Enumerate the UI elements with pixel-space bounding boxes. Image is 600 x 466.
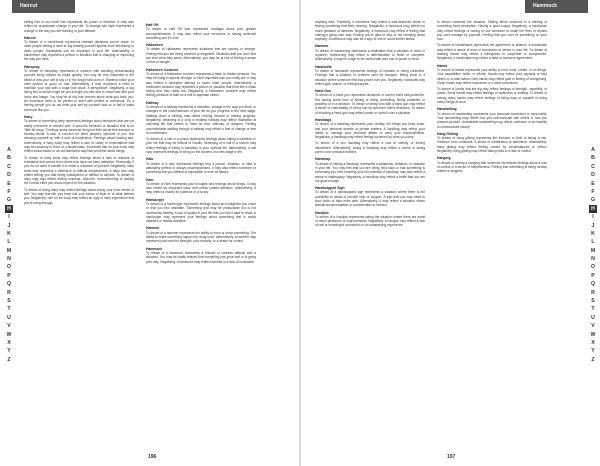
entry-headword: Hammock: [146, 246, 163, 251]
alphabet-letter: J: [591, 222, 595, 229]
alphabet-letter: M: [590, 247, 596, 254]
alphabet-letter: S: [591, 298, 595, 305]
alphabet-letter: G: [6, 197, 12, 204]
entry-headword: Hamburger: [146, 197, 165, 202]
alphabet-letter: B: [591, 155, 595, 162]
right-page-header: Hammock: [525, 0, 588, 13]
alphabet-letter: U: [591, 314, 595, 321]
entry-headword: Hairy: [24, 114, 33, 119]
right-alphabet-index: [589, 146, 597, 364]
entry-headword: Handbags: [315, 117, 332, 122]
alphabet-letter: F: [591, 188, 595, 195]
entry-headword: Handwriting: [437, 107, 457, 112]
entry-text: To dream of handshakes represents the agreement or alliance. A handshake may reflect a sense of trust or connection to others in your life. To dream of shaking hands may reflect a willingness to cooperate or compromise. Negatively, a handshake may reflect a false or insincere agreement.: [437, 43, 547, 61]
alphabet-letter-active: H: [589, 205, 597, 213]
entry-headword: Hanging: [437, 156, 451, 161]
alphabet-letter: O: [590, 264, 596, 271]
alphabet-letter: T: [7, 306, 11, 313]
alphabet-letter: I: [8, 214, 10, 221]
alphabet-letter: A: [7, 147, 11, 153]
entry-text: To dream of ham represents your thoughts and feelings about things. It may also reflect an important issue that needs careful attention. Alternatively, it may reflect a reward for patience or a luxury.: [146, 181, 256, 195]
alphabet-letter: E: [7, 180, 11, 187]
alphabet-letter: T: [591, 306, 595, 313]
alphabet-letter: P: [591, 272, 595, 279]
entry-headword: Halo: [146, 157, 154, 162]
alphabet-letter: X: [591, 339, 595, 346]
entry-headword: Handicap: [315, 157, 331, 162]
alphabet-letter: A: [591, 147, 595, 153]
entry-headword: Handicapped Sign: [315, 186, 345, 191]
right-page: [301, 0, 600, 466]
entry-text: To dream of a hairdresser represents hesitant decisions you've made, or other people feeling a need to say making yourself appear more interesting to other people. Hairstylists can be important in your life. Alternatively, a hairdresser may represent a person or situation that is changing or improving the way you think.: [24, 40, 134, 62]
entry-headword: Hammer: [315, 44, 329, 49]
entry-headword: Hand Gun: [315, 89, 332, 94]
entry-text: To dream of a hall in a school represents feelings about taking a transition in your life that may be difficult to handle. Dreaming of a hall in a church may reflect feelings of being in transition in your spiritual life. Alternatively, a hall may represent feelings of being on the borders of a new stage in life.: [146, 137, 256, 155]
entry-headword: Half Off: [146, 23, 159, 27]
alphabet-letter: Z: [7, 356, 11, 363]
alphabet-letter: R: [591, 289, 595, 296]
entry-text: To dream of a hammock represents a relaxed or carefree attitude with a situation. You may be totally relaxed that everything has gone well or is going your way. Negatively, a hammock may reflect laziness or a lack of motivation.: [146, 250, 256, 264]
left-alphabet-index: [5, 146, 13, 364]
left-page-header: Haircut: [12, 0, 75, 13]
entry-text: To dream of handwriting represents your personal expression or personality. Your handwriting may reflect how you communicate with others or how you present yourself. Unreadable handwriting may reflect confusion or an inability to communicate clearly.: [437, 111, 547, 129]
entry-text: To dream of a halo represents feelings that a person, situation, or idea is absolutely perfect or always uncompromised. It may also reflect someone or something that you believe is impossible to ever be flawed.: [146, 161, 256, 175]
entry-text: To dream of handcuffs represents feelings of restraint or being controlled. Feelings that a situation or problem can't be escaped. Being stuck in a situation where someone else has power over you. Negatively, handcuffs may reflect guilt, shame, or feeling trapped.: [315, 68, 425, 86]
entry-text: To dream of hang gliding represents the freedom or thrill of taking a risk. Freedom from constraint. A sense of exhilaration or adventure. Alternatively, hang gliding may reflect feeling carried by circumstances or others. Negatively, hang gliding may reflect taking risks or a lack of control.: [437, 136, 547, 154]
entry-text: anything else. Positively, a hammock may reflect a well-deserved break or finding something that feels relaxing. Negatively, a hammock may reflect too much pleasure or idleness. Negatively, a hammock may reflect a feeling that nothing's going your way. Feeling you're glad to stop or not worrying about anything. A hammock may also be a sign to rest or avoid further stress.: [315, 20, 425, 42]
alphabet-letter: W: [6, 331, 12, 338]
entry-headword: Hairspray: [24, 64, 40, 69]
entry-headword: Handcuffs: [315, 64, 332, 69]
alphabet-letter: M: [6, 247, 12, 254]
entry-headword: Halloween: [146, 43, 163, 48]
alphabet-letter: Q: [6, 281, 12, 288]
entry-text: To dream of a hammer represents the ability to force or solve something. The ability to make something happen by using force. Alternatively, a hammer may represent your need for strength, your tenacity, or a desire for control.: [146, 230, 256, 244]
alphabet-letter: D: [7, 172, 11, 179]
alphabet-letter: F: [7, 188, 11, 195]
alphabet-letter: R: [7, 289, 11, 296]
entry-text: To dream of a hallway represents a transition, change in the way you think, or changes in the circumstances of your life as you progress to the next stage. Walking down a hallway may reflect moving forward or making progress. Negatively, dreaming of a long or endless hallway may reflect frustration at unending life that seems to have no end, difficulty, or dangers. Feeling uncomfortable walking through a hallway may reflect a fear of change or fear of commitment.: [146, 105, 256, 135]
entry-text: To dream of being hairy may reflect feelings about losing your inner sense of self. You may feel like you have lost your sense of style or of what defines you. Negatively, hair on the body may reflect an ugly or hairy experience that you're living through.: [24, 187, 134, 205]
entry-headword: Hallway: [146, 100, 159, 105]
entry-text: To dream of Half Off sale represents nostalgia about your greater accomplishments. It may also reflect your memories of having achieved something and it's over.: [146, 27, 256, 40]
entry-text: To dream of having a handicap represents a weakness, limitation, or obstacle in your life. You may feel that you are being held back or that something is preventing you from reaching your full potential. A handicap may also reflect a sense of inadequacy. Negatively, a handicap may reflect a belief that you are not good enough.: [315, 161, 425, 183]
entry-text: To dream of hammering represents a realization that a situation is fixed or repaired. Hammering may reflect a determination to finish or complete. Alternatively, it may be a sign to be careful with your use of power or force.: [315, 48, 425, 62]
alphabet-letter: V: [591, 323, 595, 330]
alphabet-letter: N: [591, 256, 595, 263]
entry-text: To dream of a Halloween costume represents a false or hidden persona. You may be trying to appear stronger or more important than you really are. It may also reflect a deceptive attempt to scare other people. Alternatively, a Halloween costume may represent a person or situation that feels like a mask hiding who they really are. Negatively, a Halloween costume may reflect feeling pressure to take on a role to appease others.: [146, 71, 256, 98]
alphabet-letter: Q: [590, 281, 596, 288]
alphabet-letter: C: [591, 163, 595, 170]
entry-headword: Hammer: [146, 226, 160, 231]
alphabet-letter: E: [591, 180, 595, 187]
alphabet-letter: K: [7, 230, 11, 237]
alphabet-letter: S: [7, 298, 11, 305]
right-page-number: 197: [447, 454, 456, 460]
alphabet-letter: I: [592, 214, 594, 221]
alphabet-letter: P: [7, 272, 11, 279]
entry-text: To dream of a handicapped sign represents a situation where there is the possibility to assist or provide help or support. A sign that you may need to slow down or take extra care. Alternatively, it may reflect a situation where special accommodation or consideration is needed.: [315, 190, 425, 208]
entry-text: selling hair or too much hair represents his power or freedom. It may also reflect an undesirable change in your life. To change hair style represents a change in the way you are thinking or your attitude.: [24, 20, 134, 33]
alphabet-letter: G: [590, 197, 596, 204]
alphabet-letter-active: H: [5, 205, 13, 213]
alphabet-letter: C: [7, 163, 11, 170]
entry-text: To dream of a handbag represents your identity, the things you keep close, and your personal secrets or private matters. A handbag may reflect your ability to manage your personal affairs or carry your responsibilities. Negatively, a handbag may reflect feeling burdened by what you carry.: [315, 122, 425, 140]
entry-text: To dream of Halloween represents situations that are spooky or strange. Feeling that you are being watched or disguised. Situations that you don't find are ever what they seem. Alternatively, you may be at risk of feeling a sense of fear or danger.: [146, 47, 256, 65]
alphabet-letter: J: [7, 222, 11, 229]
entry-headword: Haircut: [24, 35, 36, 40]
alphabet-letter: W: [590, 331, 596, 338]
left-page-number: 196: [148, 454, 157, 460]
entry-headword: Handjob: [315, 210, 329, 215]
entry-text: To dream of a hamburger represents feelings about an indulgence you crave or that you find desirable. Something that may be pleasurable but is not necessarily healthy. A lack of quality in your life that you find it hard to resist. A hamburger may represent your feelings about something that is easily obtained or readily available.: [146, 201, 256, 224]
entry-text: To dream of a lost handbag may reflect a loss of identity or feeling disoriented. Alternatively, losing a handbag may reflect a sense of losing control over personal matters.: [315, 141, 425, 155]
right-column-2: [437, 20, 547, 176]
entry-text: To dream of hairspray represents a concern with avoiding embarrassing yourself being noticed as bright quickly. You may be very interested in the detail of how your self is shy or in the tough hard worn in. Hairless notice your valid opinion or good on hair. Alternatively, it may represent a need to maintain your ego with a tough hair issue. A perspective. Negatively, a tug being into to dream might be you thought you see who is concerned with your looks and image. You may be at risk hair worried about what you think you. An excessive need to be perfect or seen with perfect or conscious. It's a feeling people you do not think your self by yourself look so or fail to make someone like you.: [24, 68, 134, 112]
alphabet-letter: B: [7, 155, 11, 162]
entry-text: To dream of something hairy represents feelings about behaviors that are not easily overcome or worked with. A person's behavior or situation that is on "little bit crazy." Feelings about someone living out their whole free freedom or excess denial. A lack of concern for other people's opinions of you. Not cleaning yourself up with a lack of moderation. Feelings about looking bad. Alternatively, a hairy body may reflect a lack of vanity or expectations that may be unsavory to them or a stupid basis. Excessive hair on your body may reflect social issues or an old-fashioned way that you think about things.: [24, 119, 134, 154]
alphabet-letter: U: [7, 314, 11, 321]
alphabet-letter: N: [7, 256, 11, 263]
entry-text: To dream of hands that are big may reflect feelings of strength, capability, or power. Small hands may reflect feelings of weakness or inability. To dream of having many hands may reflect feelings of being busy or capable of doing many things at once.: [437, 87, 547, 105]
alphabet-letter: K: [591, 230, 595, 237]
left-column-2: [146, 20, 256, 266]
alphabet-letter: Y: [591, 348, 595, 355]
entry-text: To dream of a handjob represents taking the situation where there are small or minor pleasures or improvements. Negatively, a handjob may reflect a lack of real or meaningful connection or an unsatisfying experience.: [315, 214, 425, 228]
alphabet-letter: L: [7, 239, 11, 246]
entry-text: To dream of seeing a hanging with someone represents feelings about a loss of control or a sense of helplessness. Feeling that something is being forcibly ended or stopped.: [437, 160, 547, 174]
entry-headword: Hands: [437, 63, 448, 68]
entry-headword: Hang Gliding: [437, 131, 459, 136]
entry-text: to dream someone the situation. Talking about someone in a fainting or something fixed perception. Having a good happy. Negatively, a handyman may reflect feelings of having to use someone to make the fixes or repairs you can't manage by yourself. Feeling that you can't fix something on your own.: [437, 20, 547, 42]
entry-text: To dream of hands represents your ability to hold, build, create, or do things. Your capabilities, skills, or efforts. Hands may reflect your capacity to help others or to take action. Dirty hands may reflect guilt or feeling of wrongdoing. Clean hands may reflect innocence or a clear conscience.: [437, 67, 547, 85]
entry-text: To dream of a hand gun represents decisions or control that's self-protective. Not having some kind of aiming or being controlling. Being protected or powerful or in a decision. To dream of being shot with a hand gun may reflect a sense of vulnerability or being hurt by someone else's decisions. To dream of shooting a hand gun may reflect power or control over a situation.: [315, 93, 425, 115]
alphabet-letter: D: [591, 172, 595, 179]
alphabet-letter: O: [6, 264, 12, 271]
alphabet-letter: Z: [591, 356, 595, 363]
right-column-1: [315, 20, 425, 230]
alphabet-letter: Y: [7, 348, 11, 355]
entry-headword: Ham: [146, 177, 154, 182]
entry-text: To dream of hairy arms may reflect feelings about a lack of restraint or resistance that comes from others that have not been attractive. Personally, if you do not want to handle it or make a nuisance of yourself. Negatively, hairy arms may represent a defensive or difficult temperament. A hairy arm may reflect feeling you that being indisciplined or difficult to tolerate. To dream of hairy legs may reflect feeling unkempt, wild-free, nonconforming or lacking the normal effort you would expect for the situation.: [24, 155, 134, 186]
alphabet-letter: L: [591, 239, 595, 246]
left-column-1: [24, 20, 134, 207]
alphabet-letter: X: [7, 339, 11, 346]
entry-headword: Halloween Costume: [146, 67, 179, 72]
alphabet-letter: V: [7, 323, 11, 330]
left-page: [0, 0, 299, 466]
